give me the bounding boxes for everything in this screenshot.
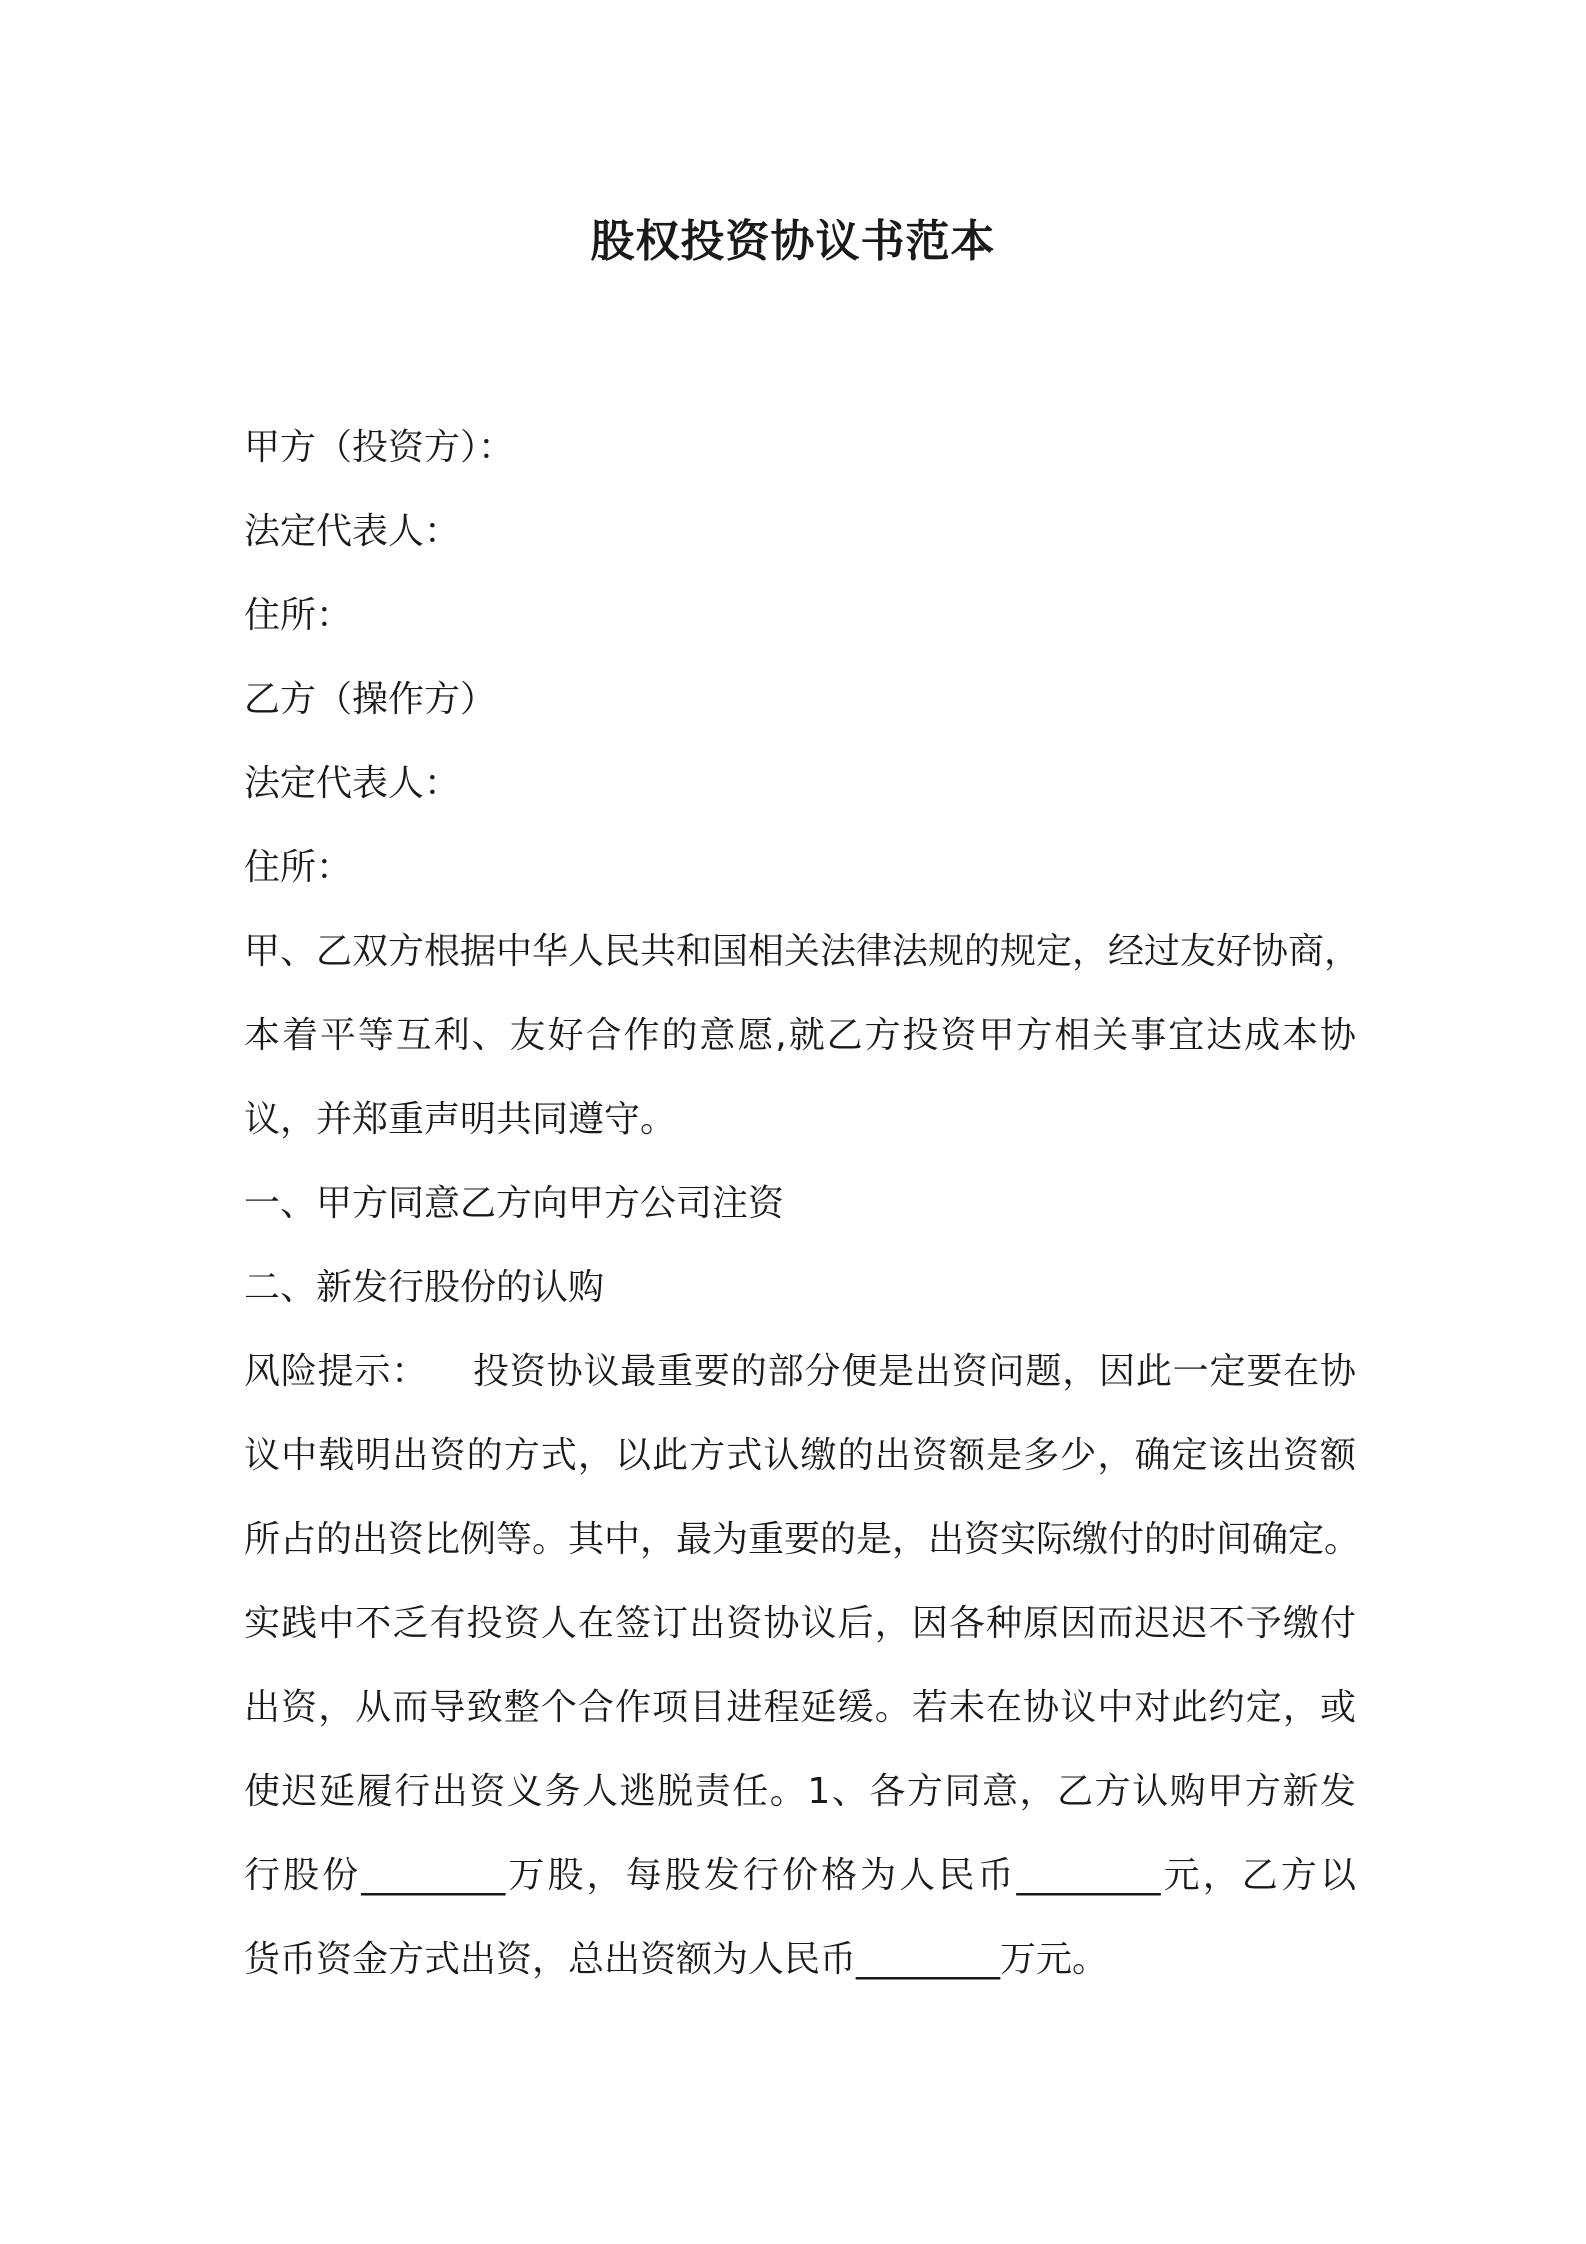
preamble-line-2: 本着平等互利、友好合作的意愿,就乙方投资甲方相关事宜达成本协 — [244, 1015, 1356, 1056]
risk-line-5: 出资，从而导致整个合作项目进程延缓。若未在协议中对此约定，或 — [244, 1687, 1356, 1728]
risk-line-2: 议中载明出资的方式，以此方式认缴的出资额是多少，确定该出资额 — [244, 1435, 1356, 1476]
party-b-line: 乙方（操作方） — [244, 679, 497, 720]
risk-line-7: 行股份________万股，每股发行价格为人民币________元，乙方以 — [244, 1855, 1356, 1896]
section-two-heading: 二、新发行股份的认购 — [244, 1267, 605, 1308]
risk-line-4: 实践中不乏有投资人在签订出资协议后，因各种原因而迟迟不予缴付 — [244, 1603, 1356, 1644]
risk-text-1: 投资协议最重要的部分便是出资问题，因此一定要在协 — [472, 1351, 1356, 1392]
risk-line-1 — [244, 1330, 1356, 1414]
risk-label: 风险提示： — [244, 1351, 429, 1392]
risk-line-8: 货币资金方式出资，总出资额为人民币________万元。 — [244, 1939, 1109, 1980]
document-body — [244, 406, 1361, 2002]
party-a-representative-line: 法定代表人： — [244, 511, 461, 552]
section-one-heading: 一、甲方同意乙方向甲方公司注资 — [244, 1183, 785, 1224]
party-b-address-line: 住所： — [244, 847, 353, 888]
preamble-line-1: 甲、乙双方根据中华人民共和国相关法律法规的规定，经过友好协商， — [244, 931, 1361, 972]
party-a-address-line: 住所： — [244, 595, 353, 636]
party-a-line: 甲方（投资方）： — [244, 427, 515, 468]
party-b-representative-line: 法定代表人： — [244, 763, 461, 804]
document-title: 股权投资协议书范本 — [590, 216, 996, 267]
risk-line-6: 使迟延履行出资义务人逃脱责任。1、各方同意，乙方认购甲方新发 — [244, 1771, 1356, 1812]
preamble-line-3: 议，并郑重声明共同遵守。 — [244, 1099, 677, 1140]
risk-line-3: 所占的出资比例等。其中，最为重要的是，出资实际缴付的时间确定。 — [244, 1519, 1361, 1560]
